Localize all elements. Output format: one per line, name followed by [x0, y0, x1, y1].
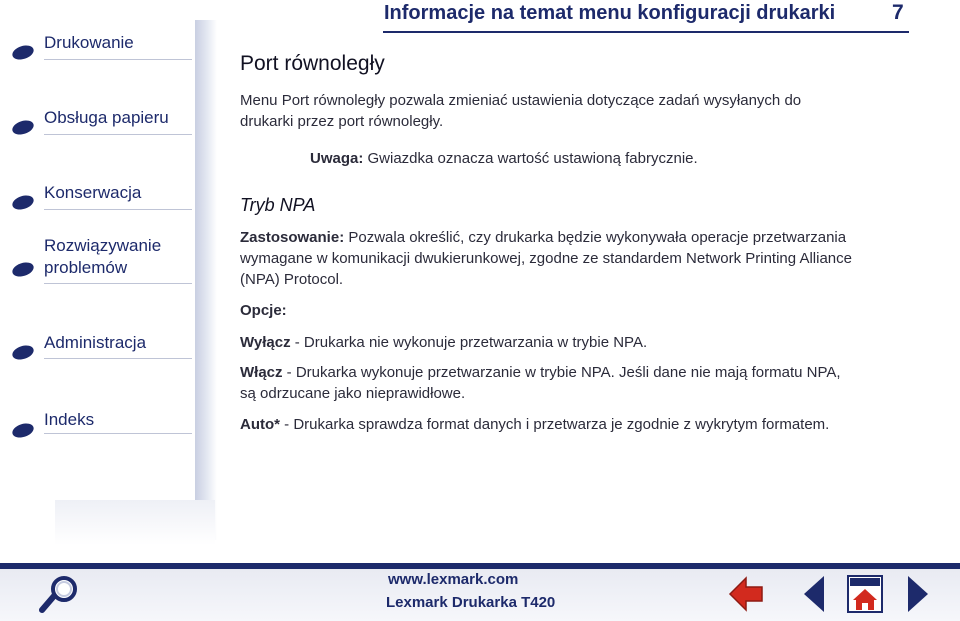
option-wlacz: [240, 362, 900, 383]
nav-divider: [44, 134, 192, 135]
option-name: Włącz: [240, 364, 283, 381]
nav-item-drukowanie[interactable]: [12, 30, 182, 66]
nav-divider: [44, 283, 192, 284]
usage-paragraph: [240, 227, 900, 248]
back-arrow-icon[interactable]: [728, 576, 764, 612]
usage-line: wymagane w komunikacji dwukierunkowej, zgodne ze standardem Network Printing Alliance: [240, 250, 852, 267]
sidebar-shadow: [195, 20, 217, 540]
intro-line: drukarki przez port równoległy.: [240, 113, 444, 130]
nav-divider: [44, 433, 192, 434]
nav-item-obsluga-papieru[interactable]: [12, 105, 182, 141]
option-wlacz-continued: są odrzucane jako nieprawidłowe.: [240, 385, 466, 402]
footer-top-bar: [0, 563, 960, 569]
nav-item-indeks[interactable]: [12, 408, 182, 444]
intro-line: Menu Port równoległy pozwala zmieniać ustawienia dotyczące zadań wysyłanych do: [240, 92, 802, 109]
nav-label: Konserwacja: [44, 183, 142, 202]
option-wylacz: [240, 332, 900, 353]
next-page-icon[interactable]: [904, 574, 932, 614]
page-header-title: Informacje na temat menu konfiguracji drukarki: [384, 2, 836, 24]
footer-product-name: Lexmark Drukarka T420: [386, 594, 556, 611]
footer-url[interactable]: www.lexmark.com: [388, 571, 519, 588]
magnifier-icon[interactable]: [36, 574, 86, 614]
option-auto: [240, 414, 900, 435]
nav-label: Obsługa papieru: [44, 108, 169, 127]
nav-label: Rozwiązywanie: [44, 236, 162, 255]
option-text: - Drukarka nie wykonuje przetwarzania w trybie NPA.: [290, 334, 648, 351]
home-icon[interactable]: [842, 572, 888, 616]
bullet-icon: [11, 343, 36, 362]
option-text: - Drukarka sprawdza format danych i przetwarza je zgodnie z wykrytym formatem.: [280, 416, 830, 433]
usage-label: Zastosowanie:: [240, 229, 345, 246]
usage-text: Pozwala określić, czy drukarka będzie wykonywała operacje przetwarzania: [344, 229, 847, 246]
nav-divider: [44, 209, 192, 210]
nav-label: Administracja: [44, 333, 147, 352]
nav-label: Drukowanie: [44, 33, 134, 52]
nav-item-administracja[interactable]: [12, 332, 182, 368]
options-label: Opcje:: [240, 302, 287, 319]
option-name: Auto*: [240, 416, 280, 433]
nav-label: Indeks: [44, 410, 95, 429]
sidebar: [0, 0, 230, 560]
bullet-icon: [11, 421, 36, 440]
nav-divider: [44, 59, 192, 60]
bullet-icon: [11, 118, 36, 137]
option-name: Wyłącz: [240, 334, 291, 351]
bullet-icon: [11, 193, 36, 212]
header-divider: [383, 31, 909, 33]
bullet-icon: [11, 260, 36, 279]
nav-item-rozwiazywanie-problemow[interactable]: [12, 235, 182, 285]
option-text: - Drukarka wykonuje przetwarzanie w trybie NPA. Jeśli dane nie mają formatu NPA,: [282, 364, 841, 381]
sidebar-shadow-bottom: [55, 500, 215, 545]
section-title: Port równoległy: [240, 52, 385, 75]
page-number: 7: [892, 1, 904, 24]
nav-label: problemów: [44, 258, 128, 277]
note-label: Uwaga:: [310, 150, 364, 167]
usage-line: (NPA) Protocol.: [240, 271, 344, 288]
note-paragraph: [310, 148, 960, 169]
note-text: Gwiazdka oznacza wartość ustawioną fabrycznie.: [363, 150, 698, 167]
nav-item-konserwacja[interactable]: [12, 180, 182, 216]
bullet-icon: [11, 43, 36, 62]
previous-page-icon[interactable]: [800, 574, 828, 614]
subsection-title: Tryb NPA: [240, 195, 316, 215]
nav-divider: [44, 358, 192, 359]
